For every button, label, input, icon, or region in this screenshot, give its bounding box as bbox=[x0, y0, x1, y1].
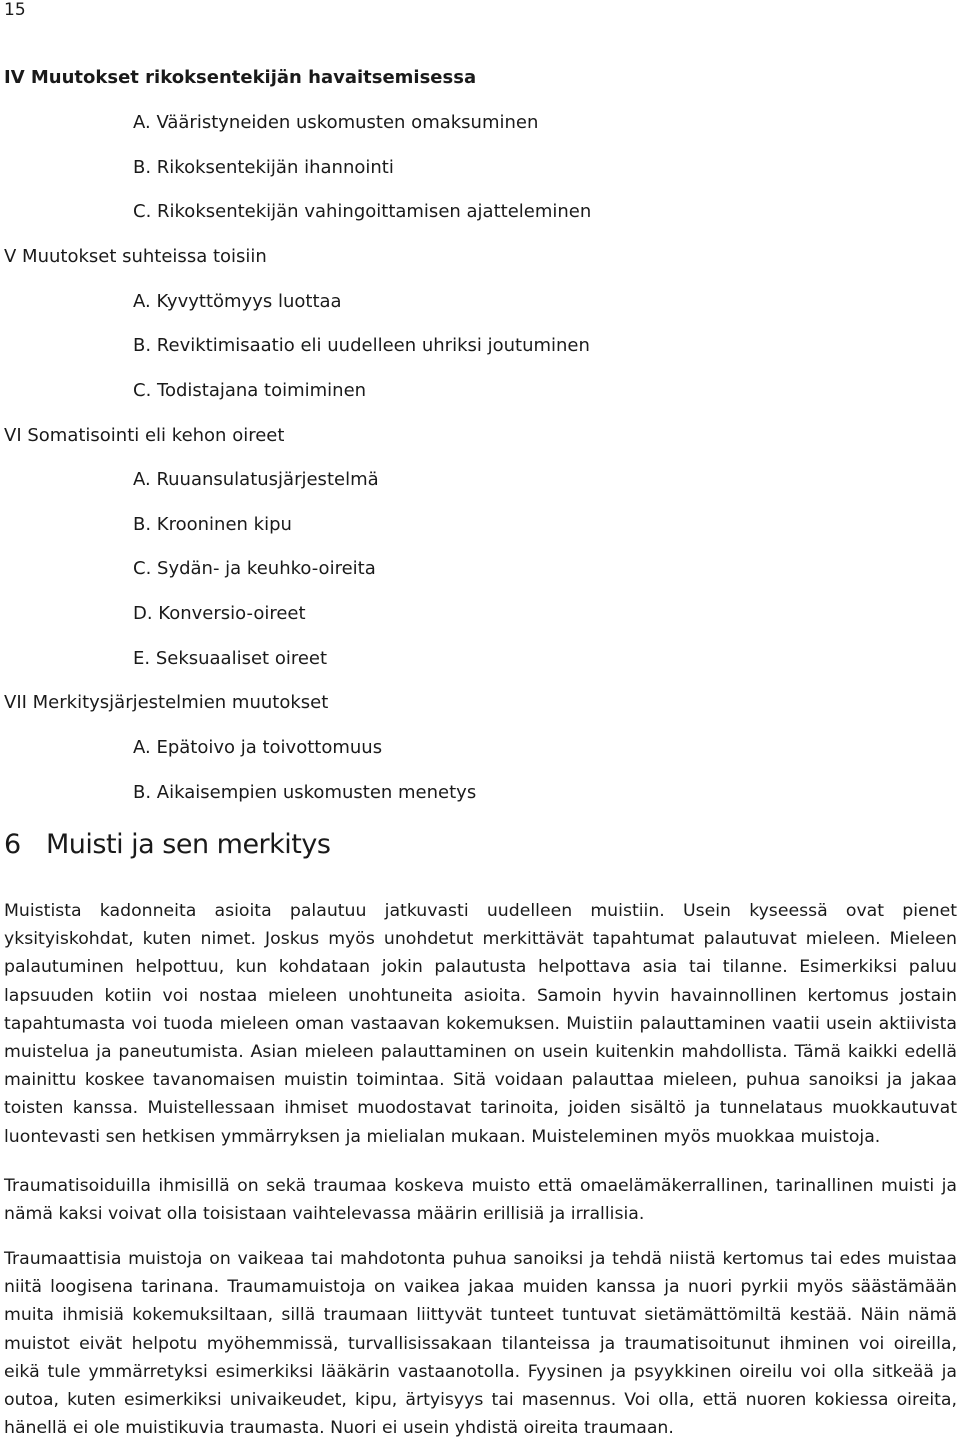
outline-item: B. Krooninen kipu bbox=[133, 514, 292, 535]
chapter-title: Muisti ja sen merkitys bbox=[46, 829, 331, 860]
outline-item: A. Kyvyttömyys luottaa bbox=[133, 291, 342, 312]
outline-item: B. Aikaisempien uskomusten menetys bbox=[133, 782, 477, 803]
page-number: 15 bbox=[4, 0, 26, 20]
outline-heading-iv: IV Muutokset rikoksentekijän havaitsemisessa bbox=[4, 67, 477, 88]
outline-item: C. Rikoksentekijän vahingoittamisen ajatteleminen bbox=[133, 201, 592, 222]
outline-item: A. Epätoivo ja toivottomuus bbox=[133, 737, 383, 758]
outline-heading-vi: VI Somatisointi eli kehon oireet bbox=[4, 425, 285, 446]
body-paragraph: Traumaattisia muistoja on vaikeaa tai mahdotonta puhua sanoiksi ja tehdä niistä kertomus tai edes muistaa niitä loogisena tarinana. Traumamuistoja on vaikea jakaa muiden kanssa ja nuori pyrkii myös säästämään muita ihmisiä kokemuksiltaan, sillä traumaan liittyvät tunteet tuntuvat sietämättömiltä kestää. Näin nämä muistot eivät helpotu myöhemmissä, turvallisissakaan tilanteissa ja traumatisoitunut ihminen voi oireilla, eikä tule ymmärretyksi esimerkiksi lääkärin vastaanotolla. Fyysinen ja psyykkinen oireilu voi olla sitkeää ja outoa, kuten esimerkiksi univaikeudet, kipu, ärtyisyys tai masennus. Voi olla, että nuoren kokiessa oireita, hänellä ei ole muistikuvia traumasta. Nuori ei usein yhdistä oireita traumaan. bbox=[4, 1249, 957, 1439]
body-paragraph: Muistista kadonneita asioita palautuu jatkuvasti uudelleen muistiin. Usein kyseessä ovat pienet yksityiskohdat, kuten nimet. Joskus myös unohdetut merkittävät tapahtumat palautuvat mieleen. Mieleen palautuminen helpottuu, kun kohdataan jokin palautusta helpottava asia tai tilanne. Esimerkiksi paluu lapsuuden kotiin voi nostaa mieleen unohtuneita asioita. Samoin hyvin havainnollinen kertomus jostain tapahtumasta voi tuoda mieleen oman vastaavan kokemuksen. Muistiin palauttaminen vaatii usein aktiivista muistelua ja paneutumista. Asian mieleen palauttaminen on usein kuitenkin mahdollista. Tämä kaikki edellä mainittu koskee tavanomaisen muistin toimintaa. Sitä voidaan palauttaa mieleen, puhua sanoiksi ja jakaa toisten kanssa. Muistellessaan ihmiset muodostavat tarinoita, joiden sisältö ja tunnelataus muokkautuvat luontevasti sen hetkisen ymmärryksen ja mielialan mukaan. Muisteleminen myös muokkaa muistoja. bbox=[4, 901, 957, 1147]
outline-item: A. Ruuansulatusjärjestelmä bbox=[133, 469, 379, 490]
body-paragraph: Traumatisoiduilla ihmisillä on sekä traumaa koskeva muisto että omaelämäkerrallinen, tarinallinen muisti ja nämä kaksi voivat olla toisistaan vaihtelevassa määrin erillisiä ja irrallisia. bbox=[4, 1176, 957, 1225]
outline-item: E. Seksuaaliset oireet bbox=[133, 648, 328, 669]
chapter-number: 6 bbox=[4, 829, 21, 860]
outline-item: B. Reviktimisaatio eli uudelleen uhriksi joutuminen bbox=[133, 335, 590, 356]
outline-item: C. Sydän- ja keuhko-oireita bbox=[133, 558, 376, 579]
outline-heading-vii: VII Merkitysjärjestelmien muutokset bbox=[4, 692, 329, 713]
outline-heading-v: V Muutokset suhteissa toisiin bbox=[4, 246, 267, 267]
outline-item: C. Todistajana toimiminen bbox=[133, 380, 367, 401]
outline-item: B. Rikoksentekijän ihannointi bbox=[133, 157, 394, 178]
outline-item: D. Konversio-oireet bbox=[133, 603, 306, 624]
chapter-heading bbox=[4, 828, 330, 862]
outline-item: A. Vääristyneiden uskomusten omaksuminen bbox=[133, 112, 539, 133]
